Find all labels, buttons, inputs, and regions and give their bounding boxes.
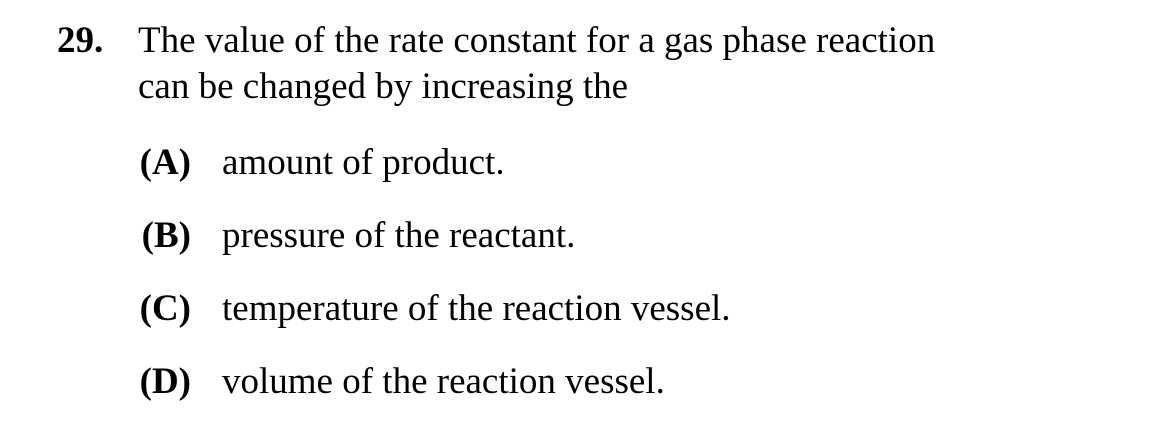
choice-letter-c: (C): [139, 288, 191, 329]
choice-text-d: volume of the reaction vessel.: [222, 361, 665, 402]
choice-text-a: amount of product.: [222, 142, 505, 183]
question-number: 29.: [57, 20, 104, 61]
question-stem-line-2: can be changed by increasing the: [138, 66, 629, 107]
answer-choice-b[interactable]: [0, 213, 1155, 263]
question-stem: [138, 18, 1138, 110]
answer-choice-a[interactable]: [0, 140, 1155, 190]
choice-text-b: pressure of the reactant.: [222, 215, 576, 256]
question-stem-line-1: The value of the rate constant for a gas phase reaction: [138, 20, 936, 61]
choice-letter-a: (A): [139, 142, 191, 183]
answer-choice-d[interactable]: [0, 359, 1155, 409]
answer-choice-c[interactable]: [0, 286, 1155, 336]
choice-text-c: temperature of the reaction vessel.: [222, 288, 731, 329]
choice-letter-b: (B): [141, 215, 191, 256]
choice-letter-d: (D): [139, 361, 191, 402]
